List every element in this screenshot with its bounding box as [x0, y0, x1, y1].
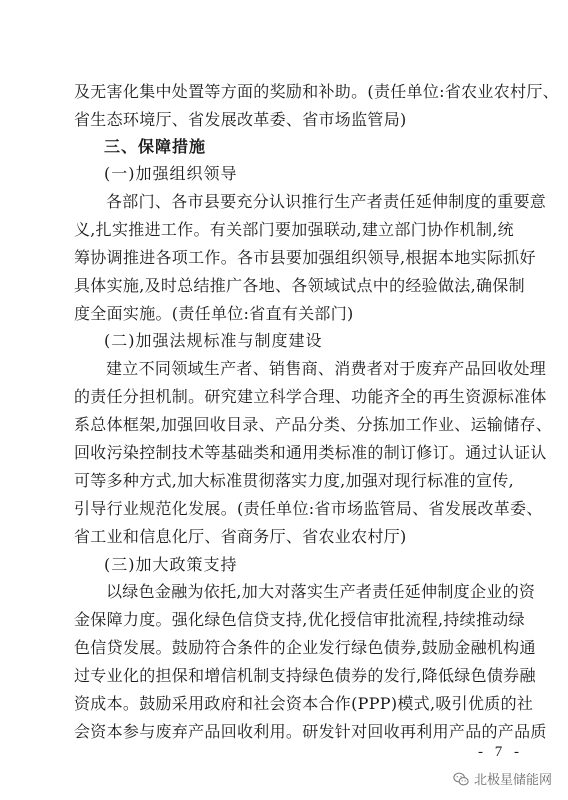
- paragraph-line: 金保障力度。强化绿色信贷支持,优化授信审批流程,持续推动绿: [74, 610, 525, 629]
- paragraph-line: 省工业和信息化厅、省商务厅、省农业农村厅): [74, 527, 407, 546]
- paragraph-line: 以绿色金融为依托,加大对落实生产者责任延伸制度企业的资: [106, 582, 536, 601]
- paragraph-line: 的责任分担机制。研究建立科学合理、功能齐全的再生资源标准体: [74, 387, 547, 406]
- paragraph-line: 引导行业规范化发展。(责任单位:省市场监管局、省发展改革委、: [74, 499, 543, 518]
- paragraph-line: 省生态环境厅、省发展改革委、省市场监管局): [74, 110, 407, 129]
- subsection-heading: (三)加大政策支持: [104, 555, 238, 574]
- paragraph-line: 回收污染控制技术等基础类和通用类标准的制订修订。通过认证认: [74, 443, 547, 462]
- paragraph-line: 过专业化的担保和增信机制支持绿色债券的发行,降低绿色债券融: [74, 666, 536, 685]
- paragraph-line: 会资本参与废弃产品回收利用。研发针对回收再利用产品的产品质: [74, 722, 547, 741]
- paragraph-line: 筹协调推进各项工作。各市县要加强组织领导,根据本地实际抓好: [74, 248, 536, 267]
- paragraph-line: 度全面实施。(责任单位:省直有关部门): [74, 304, 354, 323]
- paragraph-line: 具体实施,及时总结推广各地、各领域试点中的经验做法,确保制: [74, 276, 525, 295]
- section-heading: 三、保障措施: [104, 137, 207, 156]
- paragraph-line: 可等多种方式,加大标准贯彻落实力度,加强对现行标准的宣传,: [74, 471, 514, 490]
- source-watermark: [452, 769, 552, 788]
- subsection-heading: (二)加强法规标准与制度建设: [104, 331, 323, 350]
- paragraph-line: 建立不同领域生产者、销售商、消费者对于废弃产品回收处理: [106, 359, 547, 378]
- paragraph-line: 及无害化集中处置等方面的奖励和补助。(责任单位:省农业农村厅、: [74, 82, 559, 101]
- subsection-heading: (一)加强组织领导: [104, 164, 238, 183]
- watermark-text: 北极星储能网: [473, 773, 552, 788]
- paragraph-line: 各部门、各市县要充分认识推行生产者责任延伸制度的重要意: [106, 192, 547, 211]
- paragraph-line: 系总体框架,加强回收目录、产品分类、分拣加工作业、运输储存、: [74, 415, 553, 434]
- paragraph-line: 资成本。鼓励采用政府和社会资本合作(PPP)模式,吸引优质的社: [74, 694, 534, 713]
- page-number: - 7 -: [478, 744, 523, 760]
- paragraph-line: 义,扎实推进工作。有关部门要加强联动,建立部门协作机制,统: [74, 220, 514, 239]
- paragraph-line: 色信贷发展。鼓励符合条件的企业发行绿色债券,鼓励金融机构通: [74, 638, 536, 657]
- wechat-icon: [452, 770, 470, 788]
